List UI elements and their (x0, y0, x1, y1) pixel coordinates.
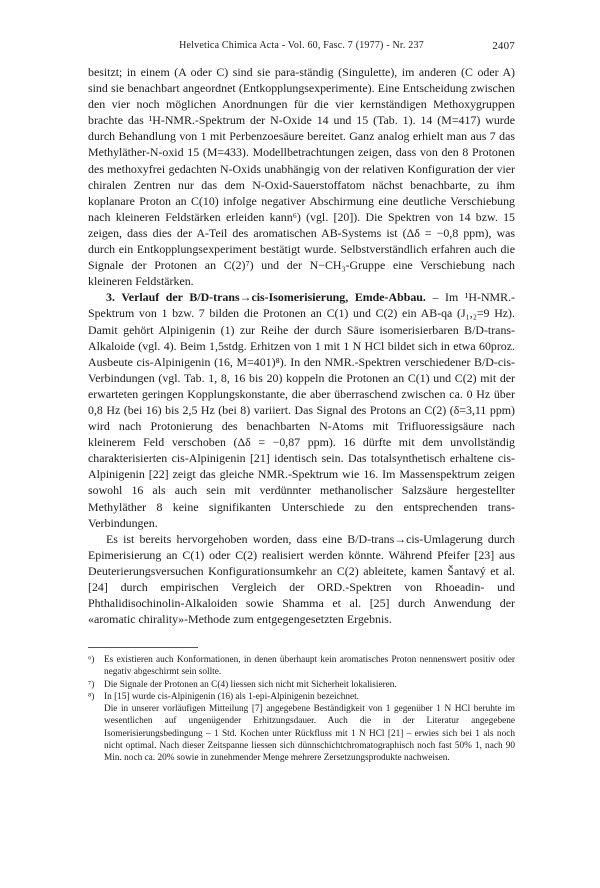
journal-page (88, 40, 515, 764)
page-number: 2407 (492, 40, 515, 52)
footnote-mark: ⁷) (88, 679, 95, 690)
paragraph-1: besitzt; in einem (A oder C) sind sie para-ständig (Singulette), im anderen (C oder A) sind sie benachbart angeordnet (Entkopplungsexperimente). Eine Entscheidung zwischen den vier noch möglichen Anordnungen für die vier kernständigen Methoxygruppen brachte das ¹H-NMR.-Spektrum der N-Oxide 14 und 15 (Tab. 1). 14 (M=417) wurde durch Behandlung von 1 mit Perbenzoesäure bereitet. Ganz analog erhielt man aus 7 das Methyläther-N-oxid 15 (M=433). Modellbetrachtungen zeigen, dass von den 8 Protonen des methoxyfrei gedachten N-Oxids unabhängig von der relativen Konfiguration der vier chiralen Zentren nur das dem N-Oxid-Sauerstoffatom nächst benachbarte, zu ihm koplanare Proton an C(10) infolge negativer Abschirmung eine deutliche Verschiebung nach kleineren Feldstärken erleiden kann⁶) (vgl. [20]). Die Spektren von 14 bzw. 15 zeigen, dass dies der A-Teil des aromatischen AB-Systems ist (Δδ = −0,8 ppm), was durch ein Entkopplungsexperiment bestätigt wurde. Selbstverständlich erfahren auch die Signale der Protonen an C(2)⁷) und der N−CH₃-Gruppe eine Verschiebung nach kleineren Feldstärken. (88, 65, 515, 289)
body-text (88, 64, 515, 627)
footnote-divider (88, 647, 198, 648)
footnote-text: Die Signale der Protonen an C(4) liessen sich nicht mit Sicherheit lokalisieren. (104, 679, 397, 690)
footnote-6 (88, 654, 515, 678)
footnote-mark: ⁸) (88, 691, 95, 702)
footnote-text: In [15] wurde cis-Alpinigenin (16) als 1-epi-Alpinigenin bezeichnet. (104, 691, 360, 702)
footnote-8 (88, 691, 515, 703)
footnote-7 (88, 679, 515, 691)
paragraph-3: Es ist bereits hervorgehoben worden, dass eine B/D-trans→cis-Umlagerung durch Epimerisierung an C(1) oder C(2) realisiert werden könnte. Während Pfeifer [23] aus Deuterierungsversuchen Konfigurationsumkehr an C(2) ableitete, kamen Šantavý et al. [24] durch empirischen Vergleich der ORD.-Spektren von Rhoeadin- und Phthalidisochinolin-Alkaloiden sowie Shamma et al. [25] durch Anwendung der «aromatic chirality»-Methode zum entgegengesetzten Ergebnis. (88, 531, 515, 627)
running-header (88, 40, 515, 56)
footnote-text: Es existieren auch Konformationen, in denen überhaupt kein aromatisches Proton nennenswert positiv oder negativ abgeschirmt sein sollte. (104, 655, 515, 678)
footnote-mark: ⁶) (88, 655, 95, 666)
footnotes (88, 654, 515, 764)
paragraph-2 (88, 289, 515, 530)
paragraph-2-text: – Im ¹H-NMR.-Spektrum von 1 bzw. 7 bilden die Protonen an C(1) und C(2) ein AB-qa (J₁,₂=9 Hz). Damit gehört Alpinigenin (1) zur Reihe der durch Säure isomerisierbaren B/D-trans-Alkaloide (vgl. 4). Beim 1,5stdg. Erhitzen von 1 mit 1 N HCl bildet sich in etwa 60proz. Ausbeute cis-Alpinigenin (16, M=401)⁸). In den NMR.-Spektren verschiedener B/D-cis-Verbindungen (vgl. Tab. 1, 8, 16 bis 20) koppeln die Protonen an C(1) und C(2) mit der erwarteten geringen Kopplungskonstante, die aber überraschend zwischen ca. 0 Hz über 0,8 Hz (bei 16) bis 2,5 Hz (bei 8) variiert. Das Signal des Protons an C(2) (δ=3,11 ppm) wird nach Protonierung des benachbarten N-Atoms mit Trifluoressigsäure nach kleinerem Feld verschoben (Δδ = −0,87 ppm). 16 dürfte mit dem unvollständig charakterisierten cis-Alpinigenin [21] identisch sein. Das totalsynthetisch erhaltene cis-Alpinigenin [22] zeigt das gleiche NMR.-Spektrum wie 16. Im Massenspektrum zeigen sowohl 16 als auch sein mit verdünnter methanolischer Salzsäure hergestellter Methyläther 8 keine signifikanten Unterschiede zu den entsprechenden trans-Verbindungen. (88, 290, 515, 530)
section-heading: 3. Verlauf der B/D-trans→cis-Isomerisierung, Emde-Abbau. (106, 290, 426, 305)
journal-citation: Helvetica Chimica Acta - Vol. 60, Fasc. 7 (1977) - Nr. 237 (179, 40, 424, 51)
footnote-8-continuation: Die in unserer vorläufigen Mitteilung [7] angegebene Beständigkeit von 1 gegenüber 1 N HCl beruhte im wesentlichen auf ungenügender Erhitzungsdauer. Auch die in der Literatur angegebene Isomerisierungsbedingung – 1 Std. Kochen unter Rückfluss mit 1 N HCl [21] – erwies sich bei 1 als noch nicht optimal. Nach dieser Zeitspanne liessen sich dünnschichtchromatographisch noch fast 50% 1, nach 90 Min. noch ca. 20% sowie in zunehmender Menge mehrere Zersetzungsprodukte nachweisen. (104, 704, 515, 763)
